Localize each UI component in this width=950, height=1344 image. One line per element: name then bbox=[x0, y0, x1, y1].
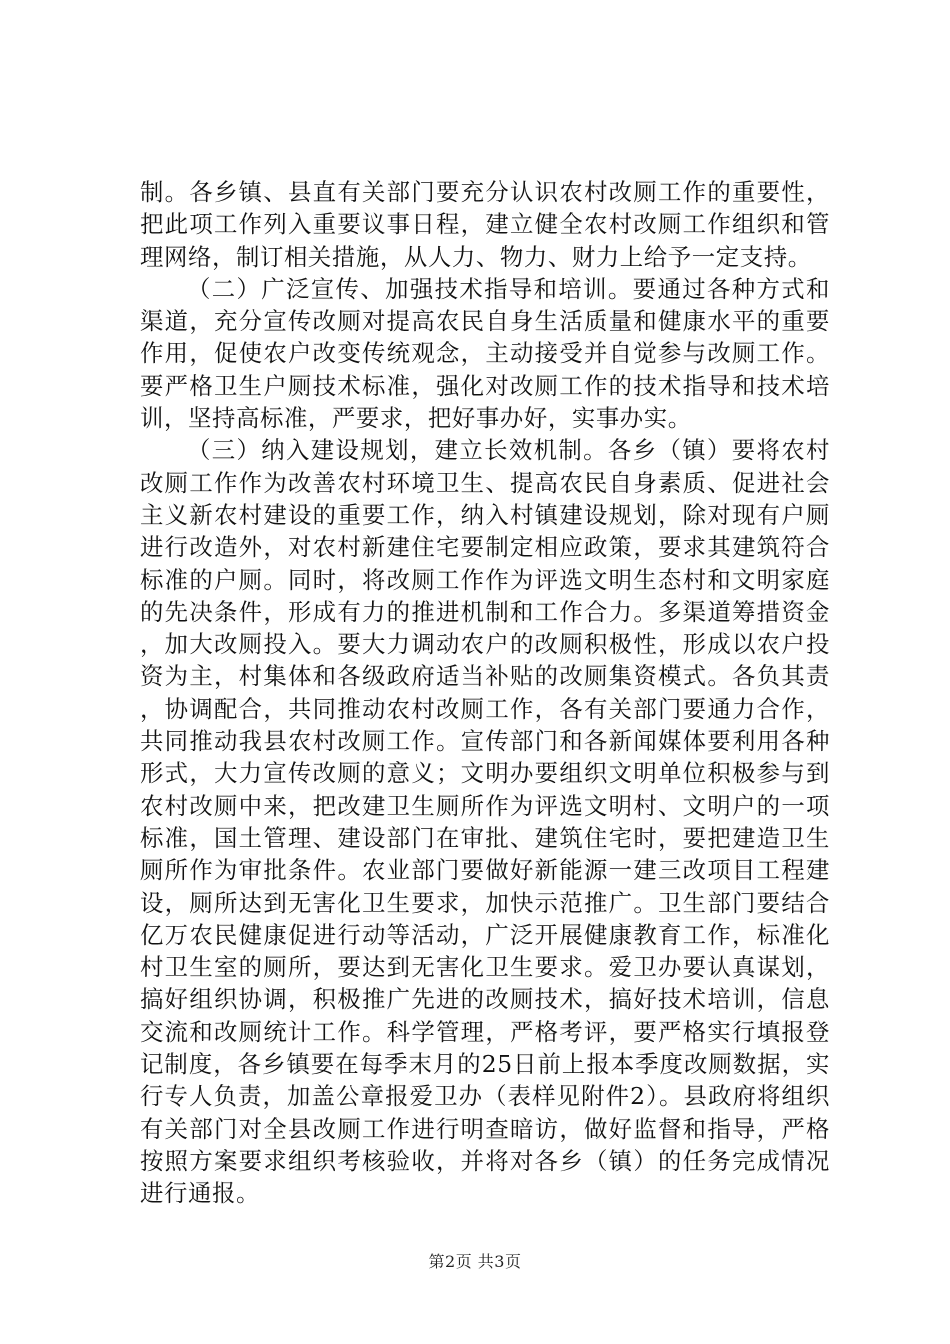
paragraph-section-3: （三）纳入建设规划，建立长效机制。各乡（镇）要将农村改厕工作作为改善农村环境卫生、提高农民自身素质、促进社会主义新农村建设的重要工作，纳入村镇建设规划，除对现有户厕进行改造外，对农村新建住宅要制定相应政策，要求其建筑符合标准的户厕。同时，将改厕工作作为评选文明生态村和文明家庭的先决条件，形成有力的推进机制和工作合力。多渠道筹措资金，加大改厕投入。要大力调动农户的改厕积极性，形成以农户投资为主，村集体和各级政府适当补贴的改厕集资模式。各负其责，协调配合，共同推动农村改厕工作，各有关部门要通力合作，共同推动我县农村改厕工作。宣传部门和各新闻媒体要利用各种形式，大力宣传改厕的意义；文明办要组织文明单位积极参与到农村改厕中来，把改建卫生厕所作为评选文明村、文明户的一项标准，国土管理、建设部门在审批、建筑住宅时，要把建造卫生厕所作为审批条件。农业部门要做好新能源一建三改项目工程建设，厕所达到无害化卫生要求，加快示范推广。卫生部门要结合亿万农民健康促进行动等活动，广泛开展健康教育工作，标准化村卫生室的厕所，要达到无害化卫生要求。爱卫办要认真谋划，搞好组织协调，积极推广先进的改厕技术，搞好技术培训，信息交流和改厕统计工作。科学管理，严格考评，要严格实行填报登记制度，各乡镇要在每季末月的25日前上报本季度改厕数据，实行专人负责，加盖公章报爱卫办（表样见附件2）。县政府将组织有关部门对全县改厕工作进行明查暗访，做好监督和指导，严格按照方案要求组织考核验收，并将对各乡（镇）的任务完成情况进行通报。 bbox=[140, 436, 830, 1208]
document-body bbox=[140, 176, 830, 1210]
paragraph-continuation: 制。各乡镇、县直有关部门要充分认识农村改厕工作的重要性，把此项工作列入重要议事日程，建立健全农村改厕工作组织和管理网络，制订相关措施，从人力、物力、财力上给予一定支持。 bbox=[140, 178, 830, 271]
page-number-footer: 第2页 共3页 bbox=[428, 1252, 522, 1271]
paragraph-section-2: （二）广泛宣传、加强技术指导和培训。要通过各种方式和渠道，充分宣传改厕对提高农民自身生活质量和健康水平的重要作用，促使农户改变传统观念，主动接受并自觉参与改厕工作。要严格卫生户厕技术标准，强化对改厕工作的技术指导和技术培训，坚持高标准，严要求，把好事办好，实事办实。 bbox=[140, 274, 830, 433]
